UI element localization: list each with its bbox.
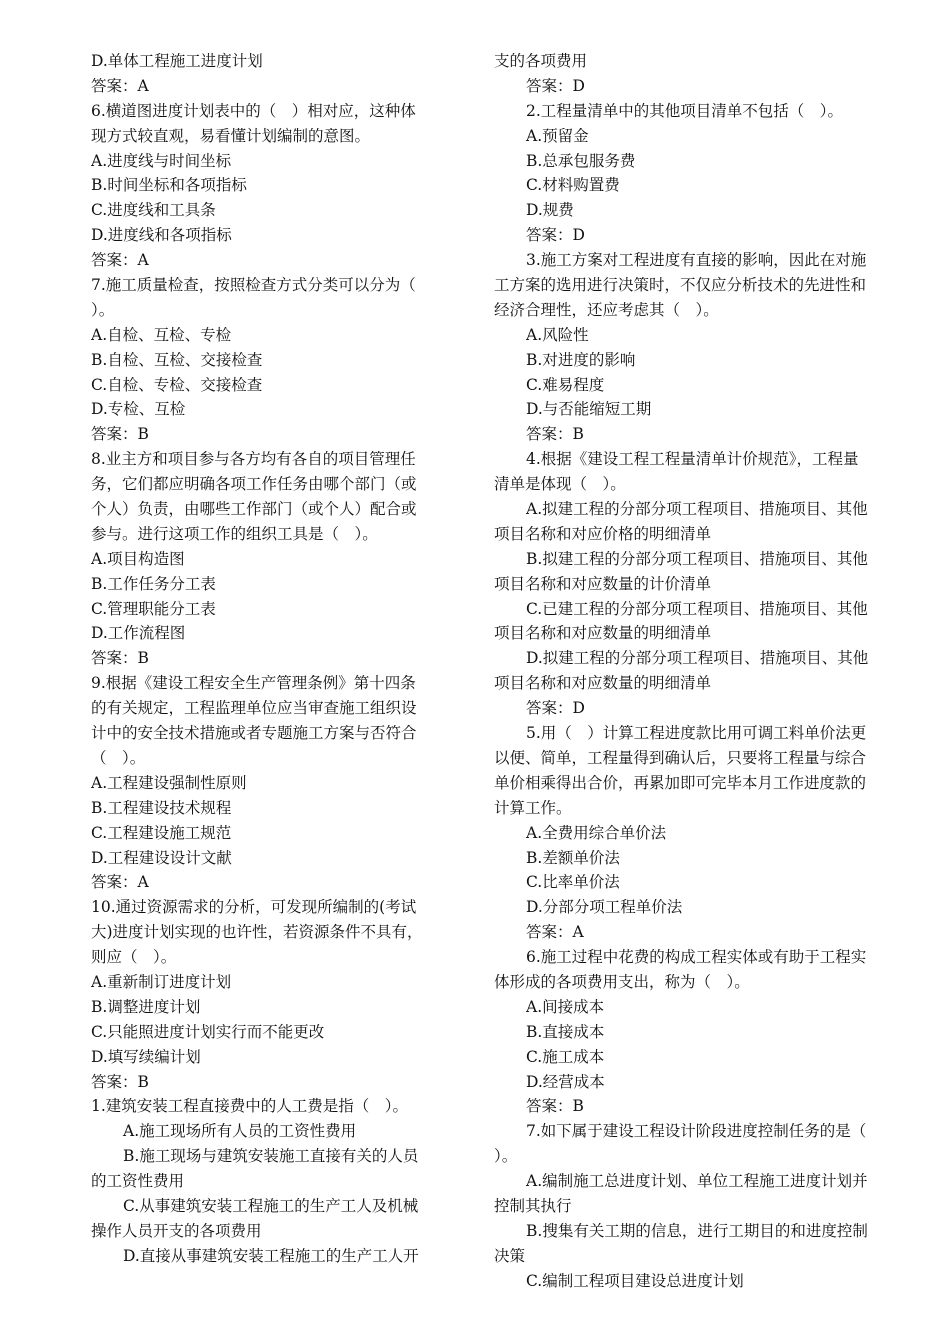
text-line: 答案：D — [526, 76, 585, 95]
text-line: ）。 — [91, 300, 115, 319]
text-line: ）。 — [494, 1147, 518, 1166]
text-line: C.难易程度 — [526, 375, 605, 394]
text-line: A.编制施工总进度计划、单位工程施工进度计划并 — [526, 1172, 868, 1191]
text-line: B.搜集有关工期的信息，进行工期目的和进度控制 — [526, 1221, 868, 1240]
text-line: 7.如下属于建设工程设计阶段进度控制任务的是（ — [526, 1122, 867, 1141]
text-line: 答案：B — [91, 425, 149, 444]
text-line: A.间接成本 — [526, 997, 605, 1016]
text-line: 答案：D — [526, 699, 585, 718]
text-line: B.工作任务分工表 — [91, 574, 216, 593]
text-line: 10.通过资源需求的分析，可发现所编制的(考试 — [91, 898, 417, 917]
text-line: D.填写续编计划 — [91, 1047, 201, 1066]
text-line: 项目名称和对应数量的明细清单 — [494, 624, 712, 643]
text-line: 现方式较直观，易看懂计划编制的意图。 — [91, 126, 371, 145]
text-line: A.重新制订进度计划 — [91, 972, 232, 991]
text-line: 答案：A — [91, 873, 149, 892]
text-line: 参与。进行这项工作的组织工具是（ ）。 — [91, 524, 378, 543]
text-line: 清单是体现（ ）。 — [494, 475, 626, 494]
text-line: 6.横道图进度计划表中的（ ）相对应，这种体 — [91, 101, 416, 120]
text-line: 计算工作。 — [494, 798, 572, 817]
text-line: 5.用（ ）计算工程进度款比用可调工料单价法更 — [526, 724, 867, 743]
text-line: 的工资性费用 — [91, 1172, 185, 1191]
text-line: （ ）。 — [91, 748, 146, 767]
text-line: 工方案的选用进行决策时，不仅应分析技术的先进性和 — [494, 276, 867, 295]
text-line: 单价相乘得出合价，再累加即可完毕本月工作进度款的 — [494, 773, 867, 792]
text-line: 7.施工质量检查，按照检查方式分类可以分为（ — [91, 276, 416, 295]
text-line: D.规费 — [526, 201, 574, 220]
text-line: D.进度线和各项指标 — [91, 226, 232, 245]
text-line: 6.施工过程中花费的构成工程实体或有助于工程实 — [526, 948, 867, 967]
text-line: B.自检、互检、交接检查 — [91, 350, 263, 369]
text-line: C.编制工程项目建设总进度计划 — [526, 1271, 744, 1290]
text-line: B.直接成本 — [526, 1022, 605, 1041]
text-line: 操作人员开支的各项费用 — [91, 1221, 262, 1240]
text-line: B.对进度的影响 — [526, 350, 636, 369]
text-line: D.专检、互检 — [91, 400, 186, 419]
text-line: 务，它们都应明确各项工作任务由哪个部门（或 — [91, 475, 417, 494]
text-line: 项目名称和对应价格的明细清单 — [494, 524, 712, 543]
text-line: 大)进度计划实现的也许性，若资源条件不具有， — [91, 923, 423, 942]
text-line: A.工程建设强制性原则 — [91, 773, 247, 792]
text-line: C.进度线和工具条 — [91, 201, 216, 220]
text-line: 4.根据《建设工程工程量清单计价规范》，工程量 — [526, 450, 859, 469]
text-line: 答案：A — [526, 923, 584, 942]
text-line: 的有关规定，工程监理单位应当审查施工组织设 — [91, 699, 417, 718]
text-line: B.时间坐标和各项指标 — [91, 176, 247, 195]
text-line: 决策 — [494, 1246, 526, 1265]
text-line: 则应（ ）。 — [91, 948, 177, 967]
text-line: A.风险性 — [526, 325, 589, 344]
text-line: 计中的安全技术措施或者专题施工方案与否符合 — [91, 724, 417, 743]
text-line: C.只能照进度计划实行而不能更改 — [91, 1022, 325, 1041]
text-line: C.工程建设施工规范 — [91, 823, 232, 842]
text-line: A.进度线与时间坐标 — [91, 151, 232, 170]
text-line: 答案：B — [526, 1097, 584, 1116]
text-line: D.工程建设设计文献 — [91, 848, 232, 867]
text-line: C.自检、专检、交接检查 — [91, 375, 263, 394]
text-line: B.总承包服务费 — [526, 151, 636, 170]
text-line: A.自检、互检、专检 — [91, 325, 232, 344]
text-line: C.比率单价法 — [526, 873, 620, 892]
text-line: 答案：B — [526, 425, 584, 444]
text-line: B.差额单价法 — [526, 848, 620, 867]
text-line: 答案：D — [526, 226, 585, 245]
text-line: 2.工程量清单中的其他项目清单不包括（ ）。 — [526, 101, 844, 120]
text-line: 1.建筑安装工程直接费中的人工费是指（ ）。 — [91, 1097, 409, 1116]
text-line: A.施工现场所有人员的工资性费用 — [123, 1122, 357, 1141]
text-line: D.拟建工程的分部分项工程项目、措施项目、其他 — [526, 649, 869, 668]
text-line: 9.根据《建设工程安全生产管理条例》第十四条 — [91, 674, 416, 693]
text-line: C.从事建筑安装工程施工的生产工人及机械 — [123, 1196, 419, 1215]
text-line: 控制其执行 — [494, 1196, 572, 1215]
text-line: B.调整进度计划 — [91, 997, 201, 1016]
text-line: 个人）负责，由哪些工作部门（或个人）配合或 — [91, 500, 417, 519]
text-line: A.全费用综合单价法 — [526, 823, 667, 842]
text-line: 8.业主方和项目参与各方均有各自的项目管理任 — [91, 450, 416, 469]
text-line: C.施工成本 — [526, 1047, 605, 1066]
text-line: D.分部分项工程单价法 — [526, 898, 683, 917]
text-line: 项目名称和对应数量的明细清单 — [494, 674, 712, 693]
right-column — [494, 49, 896, 1294]
text-line: A.拟建工程的分部分项工程项目、措施项目、其他 — [526, 500, 868, 519]
text-line: 经济合理性，还应考虑其（ ）。 — [494, 300, 719, 319]
text-line: C.材料购置费 — [526, 176, 620, 195]
text-line: A.预留金 — [526, 126, 589, 145]
text-line: D.直接从事建筑安装工程施工的生产工人开 — [123, 1246, 419, 1265]
text-line: B.工程建设技术规程 — [91, 798, 232, 817]
text-line: C.已建工程的分部分项工程项目、措施项目、其他 — [526, 599, 868, 618]
text-line: 答案：A — [91, 251, 149, 270]
text-line: D.工作流程图 — [91, 624, 186, 643]
text-line: 答案：B — [91, 649, 149, 668]
text-line: 以便、简单，工程量得到确认后，只要将工程量与综合 — [494, 748, 867, 767]
text-line: 答案：B — [91, 1072, 149, 1091]
text-line: 支的各项费用 — [494, 52, 588, 70]
text-line: B.施工现场与建筑安装施工直接有关的人员 — [123, 1147, 419, 1166]
text-line: 3.施工方案对工程进度有直接的影响，因此在对施 — [526, 251, 867, 270]
text-line: D.与否能缩短工期 — [526, 400, 652, 419]
text-line: B.拟建工程的分部分项工程项目、措施项目、其他 — [526, 549, 868, 568]
text-line: D.经营成本 — [526, 1072, 605, 1091]
text-line: D.单体工程施工进度计划 — [91, 52, 263, 70]
text-line: 体形成的各项费用支出，称为（ ）。 — [494, 972, 750, 991]
text-line: 项目名称和对应数量的计价清单 — [494, 574, 712, 593]
text-line: 答案：A — [91, 76, 149, 95]
text-line: C.管理职能分工表 — [91, 599, 216, 618]
text-line: A.项目构造图 — [91, 549, 185, 568]
left-column — [91, 49, 443, 1269]
